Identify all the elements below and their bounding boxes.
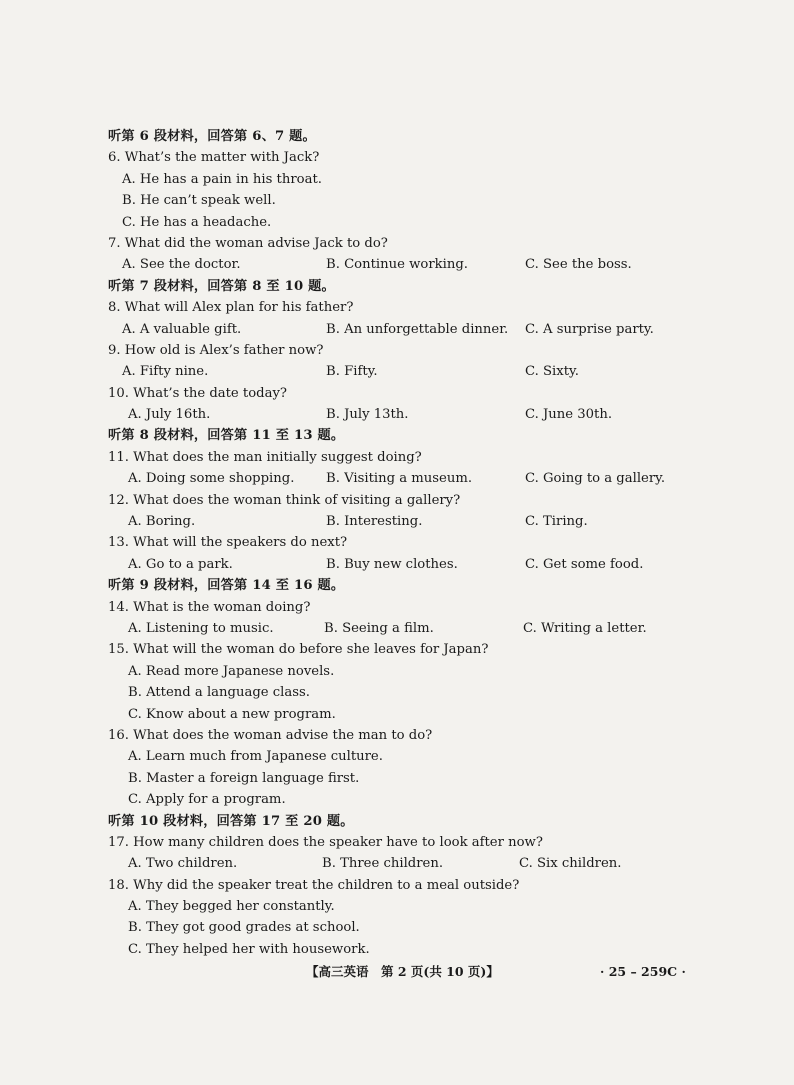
option-a: A. They begged her constantly.: [128, 899, 335, 915]
option-row: [0, 853, 794, 874]
option-b: B. Fifty.: [326, 364, 378, 380]
question-stem: 16. What does the woman advise the man to do?: [108, 727, 433, 743]
option-b: B. An unforgettable dinner.: [326, 321, 509, 337]
question-stem: 13. What will the speakers do next?: [108, 535, 348, 551]
option-a: A. Fifty nine.: [122, 364, 209, 380]
option-row: [0, 618, 794, 639]
page-number-label: 【高三英语 第 2 页(共 10 页)】: [306, 964, 499, 979]
page-footer: [0, 962, 794, 982]
question-stem: 17. How many children does the speaker have to look after now?: [108, 834, 543, 850]
section-heading: 听第 6 段材料，回答第 6、7 题。: [108, 129, 316, 144]
option-b: B. Interesting.: [326, 514, 423, 530]
option-c: C. They helped her with housework.: [128, 941, 370, 957]
question-stem: 15. What will the woman do before she leaves for Japan?: [108, 642, 489, 658]
question-stem: 10. What’s the date today?: [108, 385, 287, 401]
option-b: B. Master a foreign language first.: [128, 770, 360, 786]
question-stem: 11. What does the man initially suggest doing?: [108, 449, 422, 465]
option-b: B. He can’t speak well.: [122, 193, 276, 209]
option-b: B. Visiting a museum.: [326, 471, 473, 487]
option-c: C. Going to a gallery.: [525, 471, 666, 487]
option-a: A. Listening to music.: [128, 620, 274, 636]
option-row: [0, 254, 794, 275]
option-row: [0, 361, 794, 382]
option-row: [0, 554, 794, 575]
question-stem: 8. What will Alex plan for his father?: [108, 300, 354, 316]
option-a: A. He has a pain in his throat.: [122, 171, 322, 187]
option-a: A. Learn much from Japanese culture.: [128, 749, 383, 765]
question-stem: 9. How old is Alex’s father now?: [108, 342, 324, 358]
option-a: A. Boring.: [128, 514, 196, 530]
option-c: C. Writing a letter.: [523, 620, 647, 636]
section-heading: 听第 7 段材料，回答第 8 至 10 题。: [108, 278, 335, 294]
option-c: C. Know about a new program.: [128, 706, 336, 722]
option-c: C. Get some food.: [525, 556, 644, 572]
option-c: C. Six children.: [519, 856, 622, 872]
option-c: C. A surprise party.: [525, 321, 654, 337]
option-b: B. Continue working.: [326, 257, 468, 273]
question-stem: 7. What did the woman advise Jack to do?: [108, 235, 388, 251]
option-a: A. July 16th.: [128, 407, 211, 423]
option-b: B. Seeing a film.: [324, 620, 434, 636]
option-c: C. Apply for a program.: [128, 792, 286, 808]
option-b: B. Three children.: [322, 856, 444, 872]
option-b: B. They got good grades at school.: [128, 920, 360, 936]
question-stem: 18. Why did the speaker treat the children to a meal outside?: [108, 877, 520, 893]
question-stem: 6. What’s the matter with Jack?: [108, 150, 320, 166]
option-c: C. Sixty.: [525, 364, 579, 380]
option-a: A. Two children.: [128, 856, 238, 872]
option-a: A. Doing some shopping.: [128, 471, 295, 487]
option-row: [0, 468, 794, 489]
option-b: B. Attend a language class.: [128, 685, 310, 701]
listening-section: [0, 126, 794, 960]
option-c: C. He has a headache.: [122, 214, 272, 230]
section-heading: 听第 10 段材料，回答第 17 至 20 题。: [108, 813, 354, 829]
option-row: [0, 319, 794, 340]
option-c: C. Tiring.: [525, 514, 588, 530]
question-stem: 12. What does the woman think of visiting a gallery?: [108, 492, 461, 508]
option-c: C. See the boss.: [525, 257, 632, 273]
option-b: B. July 13th.: [326, 407, 409, 423]
option-row: [0, 404, 794, 425]
option-c: C. June 30th.: [525, 407, 613, 423]
option-a: A. See the doctor.: [122, 257, 241, 273]
option-row: [0, 511, 794, 532]
option-b: B. Buy new clothes.: [326, 556, 458, 572]
option-a: A. Go to a park.: [128, 556, 233, 572]
section-heading: 听第 8 段材料，回答第 11 至 13 题。: [108, 428, 345, 444]
question-stem: 14. What is the woman doing?: [108, 599, 311, 615]
option-a: A. A valuable gift.: [122, 321, 242, 337]
exam-code: · 25 – 259C ·: [600, 964, 686, 979]
section-heading: 听第 9 段材料，回答第 14 至 16 题。: [108, 578, 345, 594]
option-a: A. Read more Japanese novels.: [128, 663, 335, 679]
